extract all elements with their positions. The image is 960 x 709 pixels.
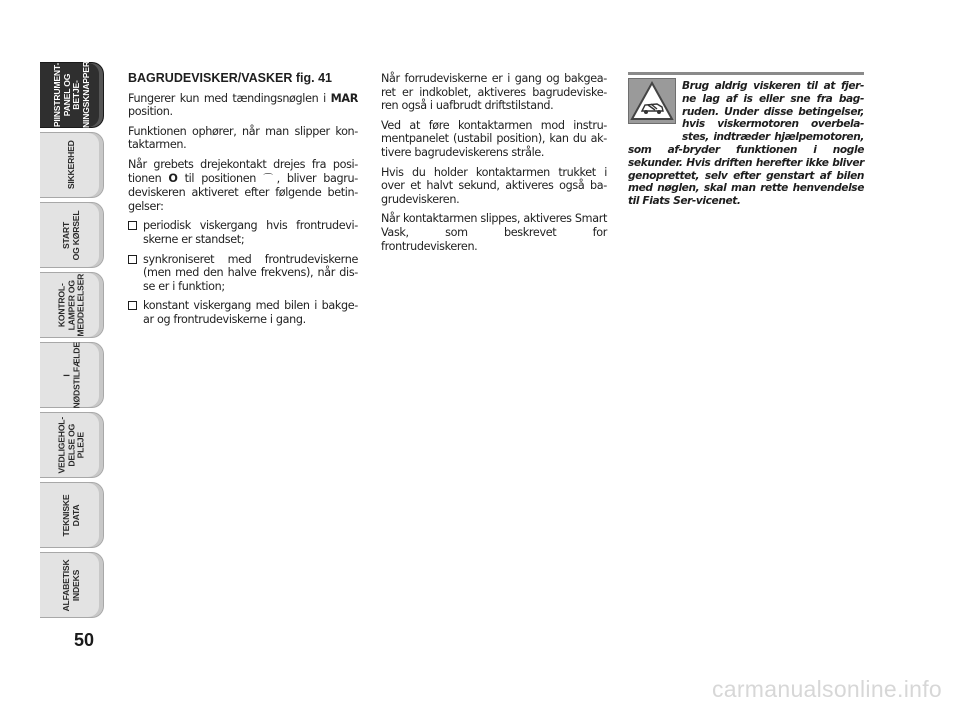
paragraph-rotary-switch bbox=[128, 158, 358, 213]
text: , bliver bagru-deviskeren aktiveret efter følgende betin-gelser: bbox=[128, 171, 358, 213]
tab-label: ALFABETISK INDEKS bbox=[61, 559, 81, 611]
conditions-list bbox=[128, 219, 358, 326]
list-item: periodisk viskergang hvis frontrudevi-skerne er standset; bbox=[128, 219, 358, 246]
text: Når grebets drejekontakt drejes fra posi-tionen bbox=[128, 157, 358, 185]
list-item: konstant viskergang med bilen i bakge-ar og frontrudeviskerne i gang. bbox=[128, 299, 358, 326]
tab-maintenance[interactable] bbox=[40, 412, 104, 478]
tab-technical-data[interactable] bbox=[40, 482, 104, 548]
tab-label: START OG KØRSEL bbox=[61, 210, 81, 260]
paragraph: Når forrudeviskerne er i gang og bakgea-ret er indkoblet, aktiveres bagrudeviske-ren også i uafbrudt driftstilstand. bbox=[381, 72, 607, 113]
tab-start-driving[interactable] bbox=[40, 202, 104, 268]
column-washer bbox=[381, 72, 607, 259]
paragraph: Hvis du holder kontaktarmen trukket i over et halvt sekund, aktiveres også ba-grudeviskeren. bbox=[381, 165, 607, 206]
tab-label: VEDLIGEHOL- DELSE OG PLEJE bbox=[56, 416, 86, 474]
tab-warning-lights[interactable] bbox=[40, 272, 104, 338]
warning-text bbox=[628, 80, 864, 208]
list-item: synkroniseret med frontrudeviskerne (men med den halve frekvens), når dis-se er i funktion; bbox=[128, 253, 358, 294]
text: position. bbox=[128, 105, 173, 119]
section-heading: BAGRUDEVISKER/VASKER fig. 41 bbox=[128, 71, 332, 85]
paragraph: Når kontaktarmen slippes, aktiveres Smart Vask, som beskrevet for frontrudeviskeren. bbox=[381, 212, 607, 253]
tab-safety[interactable] bbox=[40, 132, 104, 198]
text: Fungerer kun med tændingsnøglen i bbox=[128, 91, 331, 105]
tab-label: SIKKERHED bbox=[65, 140, 76, 190]
tab-label: PIINSTRUMENT- PANEL OG BETJE- NINGSKNAPPER bbox=[51, 61, 90, 128]
tab-label: TEKNISKE DATA bbox=[61, 494, 81, 536]
tab-index[interactable] bbox=[40, 552, 104, 618]
warning-rule bbox=[628, 72, 864, 75]
paragraph: Ved at føre kontaktarmen mod instru-mentpanelet (ustabil position), kan du ak-tivere bagrudeviskerens stråle. bbox=[381, 118, 607, 159]
paragraph-release: Funktionen ophører, når man slipper kon-taktarmen. bbox=[128, 124, 358, 152]
mar-label: MAR bbox=[330, 91, 358, 105]
rear-wiper-icon: ⌒ bbox=[263, 173, 277, 185]
text: til positionen bbox=[177, 171, 264, 185]
position-o-label: O bbox=[168, 171, 178, 185]
tab-label: I NØDSTILFÆLDE bbox=[61, 341, 81, 408]
icon-spacer bbox=[628, 80, 682, 136]
warning-body: Brug aldrig viskeren til at fjer-ne lag af is eller sne fra bag-ruden. Under disse betingelser, hvis viskermotoren overbela-stes, indtræder hjælpemotoren, som af-bryder funktionen i nogle sekunder. Hvis driften herefter ikke bliver genoprettet, selv efter genstart af bilen med nøglen, skal man rette henvendelse til Fiats Ser-vicenet. bbox=[628, 80, 864, 208]
watermark: carmanualsonline.info bbox=[711, 676, 942, 702]
page-number: 50 bbox=[74, 630, 95, 650]
tab-emergency[interactable] bbox=[40, 342, 104, 408]
tab-label: KONTROL- LAMPER OG MEDDELELSER bbox=[56, 273, 86, 337]
tab-instrument-panel[interactable] bbox=[40, 62, 104, 128]
paragraph-ignition bbox=[128, 92, 358, 119]
column-rear-wiper bbox=[128, 72, 358, 333]
